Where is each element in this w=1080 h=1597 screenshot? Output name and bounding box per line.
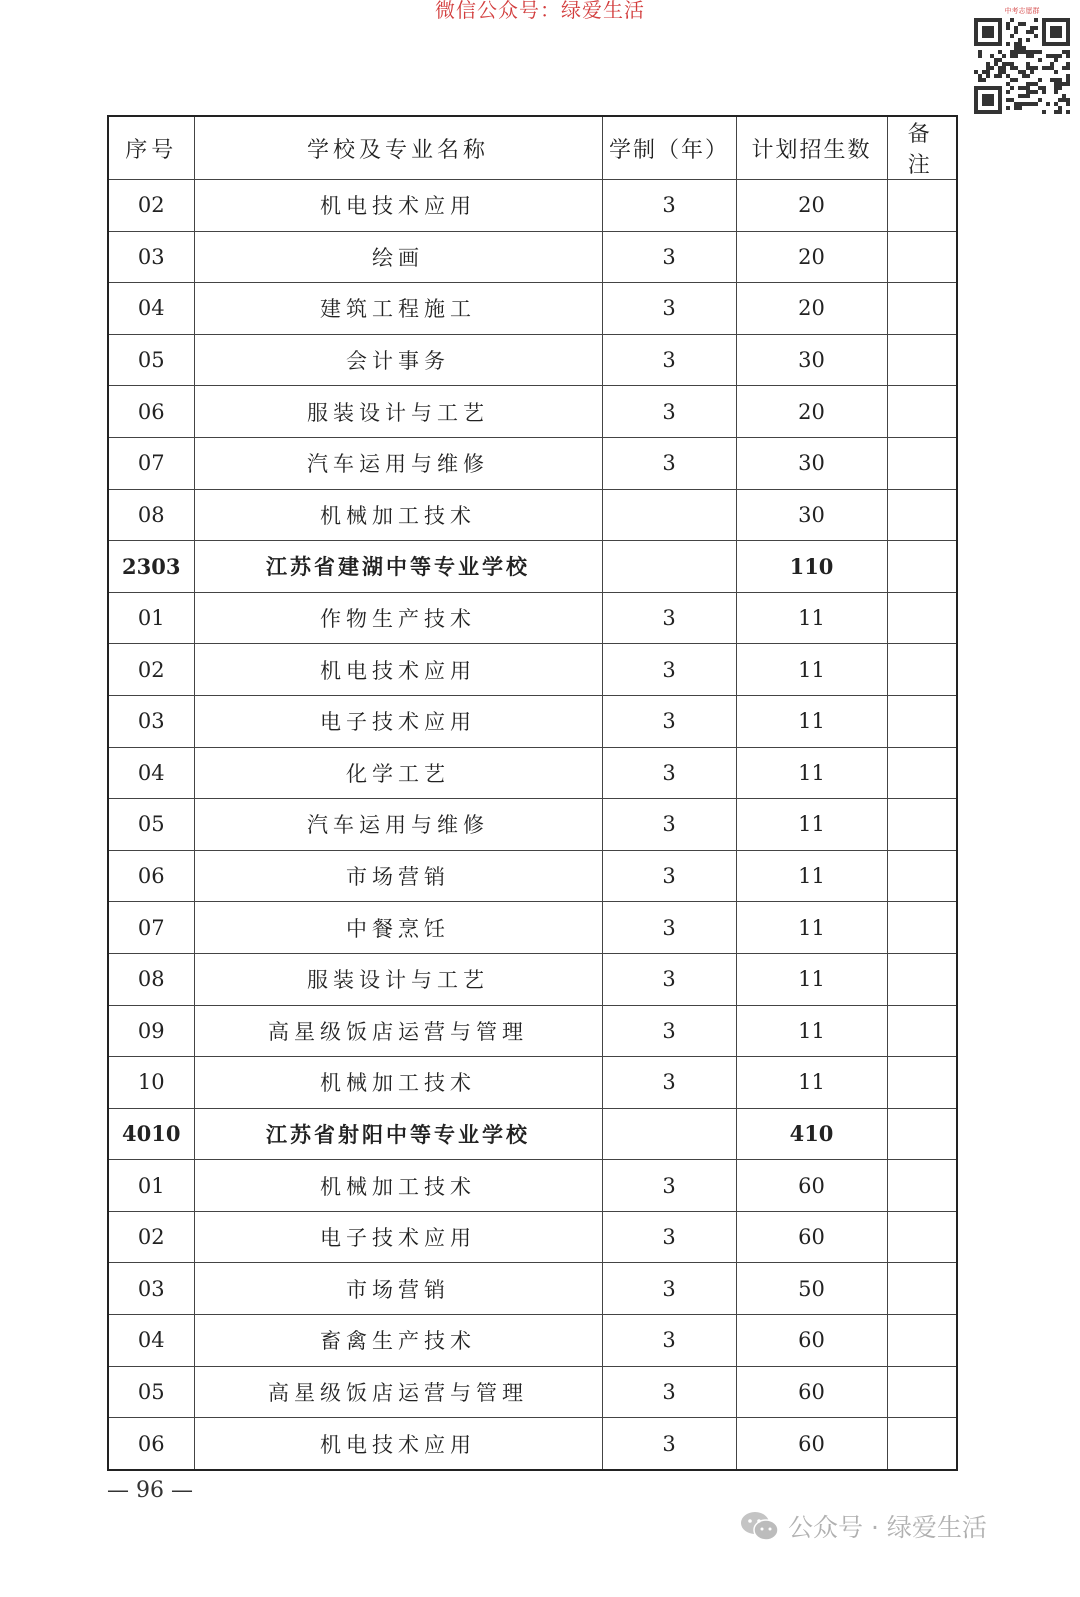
cell-duration: 3 bbox=[602, 1263, 736, 1315]
table-row bbox=[108, 1005, 957, 1057]
cell-duration: 3 bbox=[602, 283, 736, 335]
qr-code bbox=[970, 6, 1074, 120]
cell-note bbox=[887, 180, 957, 232]
header-name: 学校及专业名称 bbox=[194, 116, 602, 180]
table-row bbox=[108, 386, 957, 438]
cell-duration: 3 bbox=[602, 747, 736, 799]
cell-name: 作物生产技术 bbox=[194, 592, 602, 644]
table-row bbox=[108, 1057, 957, 1109]
cell-name: 江苏省射阳中等专业学校 bbox=[194, 1108, 602, 1160]
table-row bbox=[108, 334, 957, 386]
cell-name: 汽车运用与维修 bbox=[194, 799, 602, 851]
cell-name: 汽车运用与维修 bbox=[194, 437, 602, 489]
cell-duration bbox=[602, 489, 736, 541]
table-row bbox=[108, 902, 957, 954]
table-row bbox=[108, 1160, 957, 1212]
cell-name: 市场营销 bbox=[194, 850, 602, 902]
cell-note bbox=[887, 541, 957, 593]
cell-code: 09 bbox=[108, 1005, 194, 1057]
table-row bbox=[108, 850, 957, 902]
cell-code: 05 bbox=[108, 799, 194, 851]
cell-code: 04 bbox=[108, 1315, 194, 1367]
cell-code: 04 bbox=[108, 747, 194, 799]
cell-name: 机械加工技术 bbox=[194, 1057, 602, 1109]
wechat-icon bbox=[740, 1509, 780, 1543]
cell-code: 08 bbox=[108, 953, 194, 1005]
cell-note bbox=[887, 437, 957, 489]
cell-note bbox=[887, 799, 957, 851]
cell-name: 高星级饭店运营与管理 bbox=[194, 1005, 602, 1057]
cell-code: 03 bbox=[108, 1263, 194, 1315]
cell-note bbox=[887, 695, 957, 747]
cell-quota: 11 bbox=[736, 644, 887, 696]
cell-note bbox=[887, 283, 957, 335]
cell-name: 服装设计与工艺 bbox=[194, 953, 602, 1005]
cell-name: 电子技术应用 bbox=[194, 1211, 602, 1263]
cell-duration: 3 bbox=[602, 334, 736, 386]
cell-duration: 3 bbox=[602, 1057, 736, 1109]
cell-note bbox=[887, 953, 957, 1005]
cell-note bbox=[887, 1160, 957, 1212]
cell-duration: 3 bbox=[602, 1366, 736, 1418]
cell-code: 06 bbox=[108, 850, 194, 902]
table-row bbox=[108, 1211, 957, 1263]
cell-quota: 20 bbox=[736, 180, 887, 232]
cell-note bbox=[887, 1211, 957, 1263]
cell-note bbox=[887, 1005, 957, 1057]
cell-note bbox=[887, 850, 957, 902]
cell-name: 会计事务 bbox=[194, 334, 602, 386]
cell-name: 电子技术应用 bbox=[194, 695, 602, 747]
cell-name: 建筑工程施工 bbox=[194, 283, 602, 335]
cell-duration: 3 bbox=[602, 902, 736, 954]
cell-note bbox=[887, 902, 957, 954]
cell-name: 绘画 bbox=[194, 231, 602, 283]
cell-quota: 11 bbox=[736, 953, 887, 1005]
cell-code: 08 bbox=[108, 489, 194, 541]
cell-quota: 30 bbox=[736, 489, 887, 541]
table-row bbox=[108, 592, 957, 644]
table-row bbox=[108, 1418, 957, 1470]
enrollment-plan-table bbox=[107, 115, 958, 1471]
cell-code: 06 bbox=[108, 386, 194, 438]
cell-quota: 11 bbox=[736, 695, 887, 747]
cell-quota: 11 bbox=[736, 1005, 887, 1057]
table-row bbox=[108, 799, 957, 851]
cell-code: 05 bbox=[108, 1366, 194, 1418]
cell-note bbox=[887, 747, 957, 799]
cell-quota: 60 bbox=[736, 1160, 887, 1212]
cell-code: 04 bbox=[108, 283, 194, 335]
cell-note bbox=[887, 1418, 957, 1470]
table-row bbox=[108, 1263, 957, 1315]
cell-duration: 3 bbox=[602, 1160, 736, 1212]
cell-note bbox=[887, 1366, 957, 1418]
table-row bbox=[108, 1315, 957, 1367]
cell-note bbox=[887, 231, 957, 283]
cell-quota: 60 bbox=[736, 1366, 887, 1418]
cell-duration bbox=[602, 541, 736, 593]
cell-note bbox=[887, 334, 957, 386]
cell-quota: 20 bbox=[736, 231, 887, 283]
cell-duration: 3 bbox=[602, 231, 736, 283]
cell-name: 高星级饭店运营与管理 bbox=[194, 1366, 602, 1418]
cell-code: 02 bbox=[108, 180, 194, 232]
table-row bbox=[108, 231, 957, 283]
cell-name: 中餐烹饪 bbox=[194, 902, 602, 954]
cell-duration: 3 bbox=[602, 180, 736, 232]
cell-name: 江苏省建湖中等专业学校 bbox=[194, 541, 602, 593]
cell-duration: 3 bbox=[602, 953, 736, 1005]
cell-duration: 3 bbox=[602, 644, 736, 696]
cell-quota: 11 bbox=[736, 850, 887, 902]
cell-name: 服装设计与工艺 bbox=[194, 386, 602, 438]
cell-name: 机电技术应用 bbox=[194, 180, 602, 232]
cell-code: 03 bbox=[108, 231, 194, 283]
header-note: 备 注 bbox=[887, 116, 957, 180]
cell-code: 07 bbox=[108, 902, 194, 954]
table-row bbox=[108, 747, 957, 799]
cell-name: 机电技术应用 bbox=[194, 1418, 602, 1470]
header-code: 序号 bbox=[108, 116, 194, 180]
cell-code: 02 bbox=[108, 644, 194, 696]
cell-code: 07 bbox=[108, 437, 194, 489]
header-duration: 学制（年） bbox=[602, 116, 736, 180]
cell-code: 10 bbox=[108, 1057, 194, 1109]
cell-duration bbox=[602, 1108, 736, 1160]
cell-name: 畜禽生产技术 bbox=[194, 1315, 602, 1367]
cell-code: 03 bbox=[108, 695, 194, 747]
table-row bbox=[108, 644, 957, 696]
table-row bbox=[108, 1366, 957, 1418]
cell-name: 机械加工技术 bbox=[194, 489, 602, 541]
cell-quota: 11 bbox=[736, 747, 887, 799]
cell-duration: 3 bbox=[602, 1418, 736, 1470]
cell-code: 05 bbox=[108, 334, 194, 386]
cell-quota: 60 bbox=[736, 1418, 887, 1470]
cell-quota: 60 bbox=[736, 1211, 887, 1263]
cell-note bbox=[887, 1108, 957, 1160]
cell-note bbox=[887, 1263, 957, 1315]
table-row bbox=[108, 283, 957, 335]
top-watermark: 微信公众号：绿爱生活 bbox=[435, 0, 645, 22]
cell-name: 机械加工技术 bbox=[194, 1160, 602, 1212]
cell-duration: 3 bbox=[602, 1315, 736, 1367]
cell-code: 06 bbox=[108, 1418, 194, 1470]
cell-duration: 3 bbox=[602, 850, 736, 902]
cell-note bbox=[887, 592, 957, 644]
qr-code-icon bbox=[970, 6, 1074, 120]
cell-quota: 11 bbox=[736, 799, 887, 851]
table-row bbox=[108, 695, 957, 747]
cell-quota: 11 bbox=[736, 592, 887, 644]
cell-duration: 3 bbox=[602, 592, 736, 644]
school-row bbox=[108, 1108, 957, 1160]
bottom-watermark-text: 公众号 · 绿爱生活 bbox=[788, 1513, 987, 1542]
table-row bbox=[108, 489, 957, 541]
page-number: — 96 — bbox=[107, 1478, 193, 1503]
table-row bbox=[108, 180, 957, 232]
cell-quota: 110 bbox=[736, 541, 887, 593]
table-row bbox=[108, 953, 957, 1005]
cell-note bbox=[887, 386, 957, 438]
header-quota: 计划招生数 bbox=[736, 116, 887, 180]
cell-duration: 3 bbox=[602, 1211, 736, 1263]
cell-duration: 3 bbox=[602, 437, 736, 489]
cell-quota: 11 bbox=[736, 1057, 887, 1109]
cell-name: 化学工艺 bbox=[194, 747, 602, 799]
cell-quota: 30 bbox=[736, 437, 887, 489]
cell-name: 机电技术应用 bbox=[194, 644, 602, 696]
cell-note bbox=[887, 644, 957, 696]
cell-quota: 410 bbox=[736, 1108, 887, 1160]
cell-note bbox=[887, 1315, 957, 1367]
cell-quota: 30 bbox=[736, 334, 887, 386]
cell-quota: 20 bbox=[736, 283, 887, 335]
school-row bbox=[108, 541, 957, 593]
cell-quota: 50 bbox=[736, 1263, 887, 1315]
cell-code: 2303 bbox=[108, 541, 194, 593]
cell-quota: 60 bbox=[736, 1315, 887, 1367]
cell-note bbox=[887, 489, 957, 541]
cell-note bbox=[887, 1057, 957, 1109]
cell-name: 市场营销 bbox=[194, 1263, 602, 1315]
table-row bbox=[108, 437, 957, 489]
qr-caption: 中考志愿群 bbox=[1004, 7, 1040, 15]
cell-code: 4010 bbox=[108, 1108, 194, 1160]
cell-duration: 3 bbox=[602, 386, 736, 438]
cell-duration: 3 bbox=[602, 1005, 736, 1057]
cell-duration: 3 bbox=[602, 799, 736, 851]
cell-code: 02 bbox=[108, 1211, 194, 1263]
cell-quota: 11 bbox=[736, 902, 887, 954]
cell-code: 01 bbox=[108, 1160, 194, 1212]
cell-quota: 20 bbox=[736, 386, 887, 438]
cell-duration: 3 bbox=[602, 695, 736, 747]
bottom-watermark bbox=[740, 1508, 987, 1544]
table-header-row bbox=[108, 116, 957, 180]
cell-code: 01 bbox=[108, 592, 194, 644]
